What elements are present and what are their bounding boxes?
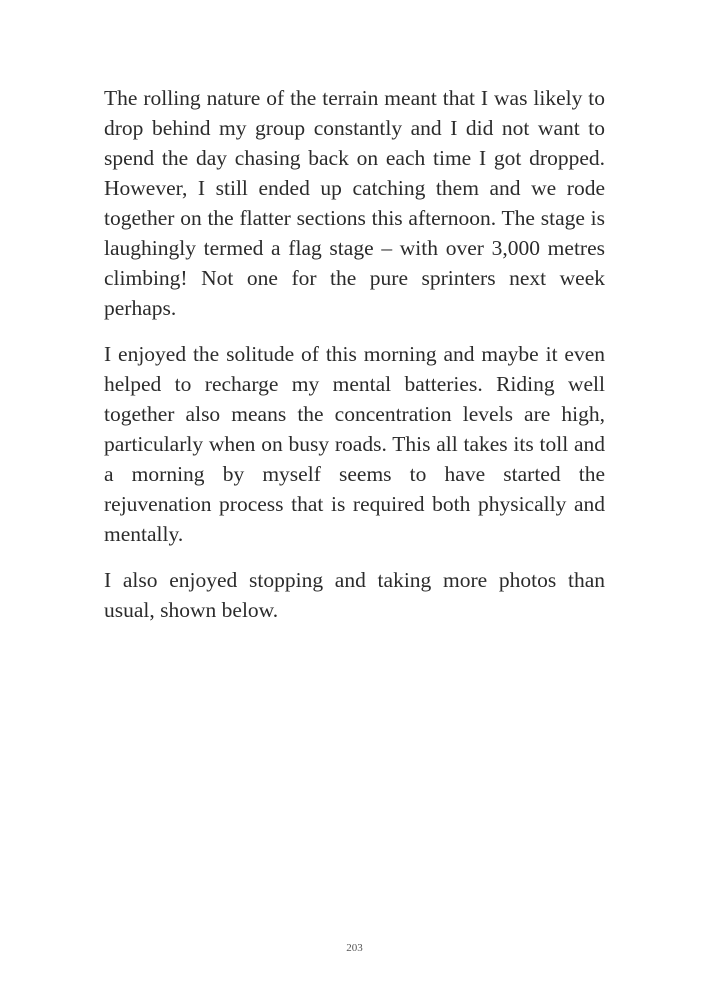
paragraph-2: I enjoyed the solitude of this morning and maybe it even helped to recharge my mental batteries. Riding well together also means the concentration levels are high, particularly when on busy roads. This all takes its toll and a morning by myself seems to have started the rejuvenation process that is required both physically and mentally. (104, 342, 605, 546)
body-text (104, 83, 605, 641)
paragraph-3: I also enjoyed stopping and taking more photos than usual, shown below. (104, 568, 605, 622)
page-number: 203 (346, 942, 363, 954)
paragraph-1: The rolling nature of the terrain meant that I was likely to drop behind my group constantly and I did not want to spend the day chasing back on each time I got dropped. However, I still ended up catching them and we rode together on the flatter sections this afternoon. The stage is laughingly termed a flag stage – with over 3,000 metres climbing! Not one for the pure sprinters next week perhaps. (104, 86, 605, 320)
